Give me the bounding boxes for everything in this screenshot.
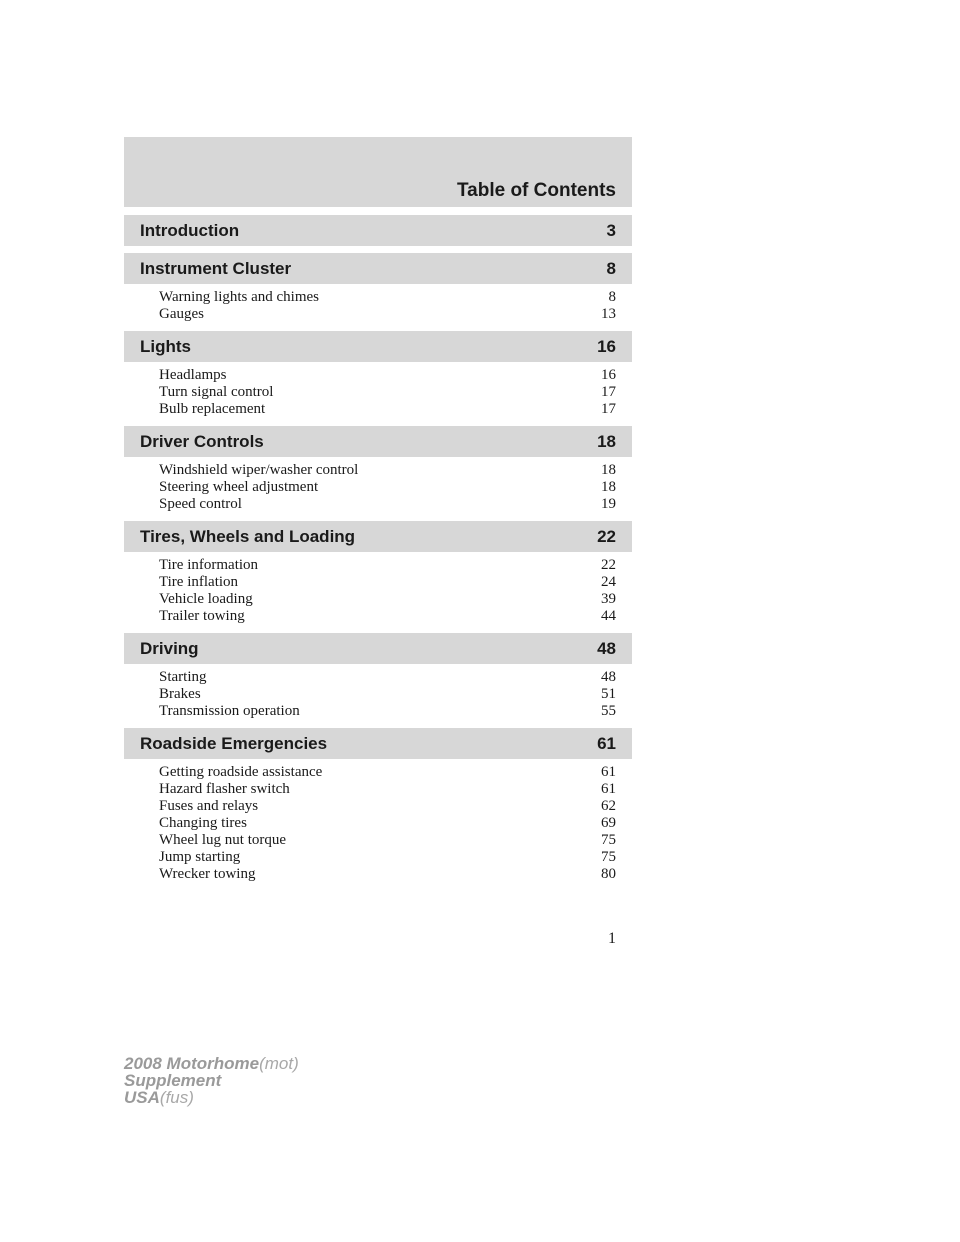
section-heading[interactable] [124,253,632,284]
footer-market: USA [124,1088,160,1107]
entry-page: 39 [601,591,616,607]
page-title: Table of Contents [456,180,616,201]
toc-section [124,633,632,728]
toc-section [124,253,632,331]
entry-page: 61 [601,781,616,797]
section-title: Introduction [140,221,240,240]
footer-line-3 [124,1089,299,1106]
entry-label: Headlamps [159,367,227,383]
entry-page: 8 [608,289,616,305]
entry-label: Trailer towing [159,608,245,624]
toc-sections [124,215,632,891]
toc-entry[interactable] [124,557,632,574]
toc-entry[interactable] [124,815,632,832]
toc-header-band [124,137,632,207]
toc-entry[interactable] [124,591,632,608]
entry-page: 17 [601,384,616,400]
section-page: 48 [597,639,616,658]
footer-line-1 [124,1055,299,1072]
entry-label: Tire inflation [159,574,239,590]
section-heading[interactable] [124,426,632,457]
entry-label: Steering wheel adjustment [159,479,319,495]
toc-entry[interactable] [124,479,632,496]
entry-list [124,457,632,521]
entry-page: 18 [601,479,616,495]
section-title: Lights [140,337,191,356]
entry-label: Wheel lug nut torque [159,832,287,848]
entry-label: Changing tires [159,815,247,831]
entry-label: Turn signal control [159,384,274,400]
entry-label: Transmission operation [159,703,300,719]
section-heading[interactable] [124,331,632,362]
section-heading[interactable] [124,215,632,246]
entry-label: Fuses and relays [159,798,259,814]
entry-page: 80 [601,866,616,882]
entry-page: 44 [601,608,616,624]
footer-model-code: (mot) [259,1054,299,1073]
entry-label: Warning lights and chimes [159,289,320,305]
section-title: Driving [140,639,199,658]
toc-entry[interactable] [124,669,632,686]
footer-edition [124,1055,299,1106]
entry-list [124,284,632,331]
entry-list [124,552,632,633]
toc-entry[interactable] [124,608,632,625]
entry-label: Brakes [159,686,201,702]
section-title: Instrument Cluster [140,259,292,278]
entry-page: 55 [601,703,616,719]
section-gap [124,246,632,253]
toc-entry[interactable] [124,384,632,401]
entry-label: Jump starting [159,849,241,865]
toc-entry[interactable] [124,401,632,418]
section-title: Tires, Wheels and Loading [140,527,356,546]
toc-section [124,426,632,521]
entry-label: Hazard flasher switch [159,781,290,797]
entry-page: 75 [601,832,616,848]
section-heading[interactable] [124,728,632,759]
toc-entry[interactable] [124,306,632,323]
entry-page: 13 [601,306,616,322]
entry-page: 16 [601,367,616,383]
section-title: Roadside Emergencies [140,734,328,753]
entry-list [124,664,632,728]
section-page: 61 [597,734,616,753]
entry-label: Bulb replacement [159,401,266,417]
entry-label: Tire information [159,557,259,573]
footer-market-code: (fus) [159,1088,194,1107]
toc-entry[interactable] [124,496,632,513]
entry-label: Speed control [159,496,242,512]
section-page: 16 [597,337,616,356]
footer-model: 2008 Motorhome [124,1054,260,1073]
toc-entry[interactable] [124,866,632,883]
entry-label: Vehicle loading [159,591,253,607]
toc-entry[interactable] [124,781,632,798]
toc-section [124,728,632,891]
toc-entry[interactable] [124,764,632,781]
entry-page: 19 [601,496,616,512]
entry-label: Windshield wiper/washer control [159,462,359,478]
toc-entry[interactable] [124,574,632,591]
toc-section [124,521,632,633]
footer-supplement: Supplement [124,1071,222,1090]
toc-entry[interactable] [124,367,632,384]
section-heading[interactable] [124,633,632,664]
toc-entry[interactable] [124,703,632,720]
toc-entry[interactable] [124,686,632,703]
entry-page: 62 [601,798,616,814]
entry-page: 18 [601,462,616,478]
section-title: Driver Controls [140,432,264,451]
entry-page: 75 [601,849,616,865]
entry-page: 17 [601,401,616,417]
section-heading[interactable] [124,521,632,552]
toc-entry[interactable] [124,462,632,479]
toc-section [124,331,632,426]
toc-entry[interactable] [124,289,632,306]
entry-page: 69 [601,815,616,831]
entry-label: Getting roadside assistance [159,764,323,780]
entry-label: Wrecker towing [159,866,256,882]
entry-page: 61 [601,764,616,780]
entry-label: Starting [159,669,207,685]
entry-page: 48 [601,669,616,685]
toc-entry[interactable] [124,832,632,849]
entry-list [124,362,632,426]
footer-line-2 [124,1072,299,1089]
toc-section [124,215,632,253]
section-page: 18 [597,432,616,451]
page-number: 1 [608,930,616,947]
section-page: 3 [606,221,616,240]
entry-page: 51 [601,686,616,702]
entry-label: Gauges [159,306,204,322]
toc-entry[interactable] [124,798,632,815]
section-page: 8 [606,259,616,278]
entry-list [124,759,632,891]
entry-page: 22 [601,557,616,573]
section-page: 22 [597,527,616,546]
entry-page: 24 [601,574,616,590]
toc-entry[interactable] [124,849,632,866]
